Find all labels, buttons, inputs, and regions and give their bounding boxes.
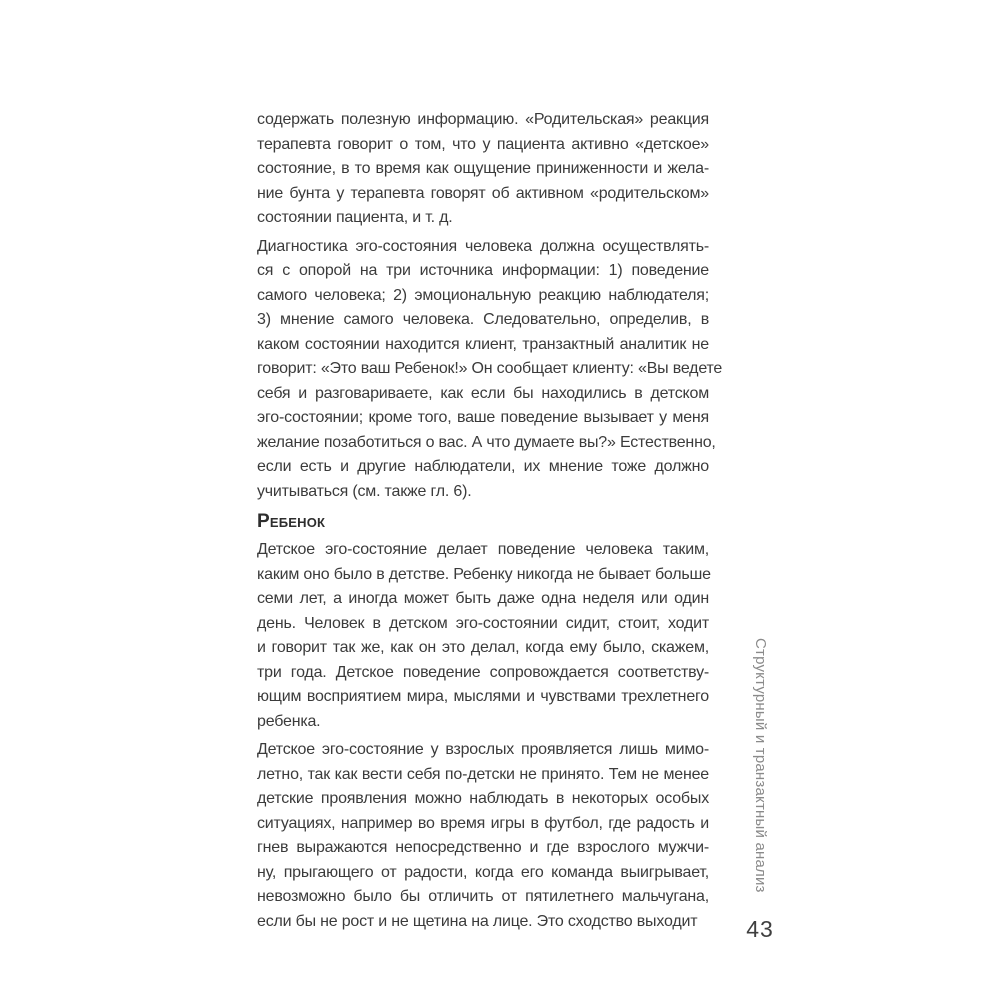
text-line: невозможно было бы отличить от пятилетнего мальчугана, <box>257 888 709 905</box>
text-line: учитываться (см. также гл. 6). <box>257 482 472 500</box>
text-line: Детское эго-состояние делает поведение человека таким, <box>257 541 709 558</box>
text-line: терапевта говорит о том, что у пациента активно «детское» <box>257 135 709 153</box>
text-column <box>257 108 723 934</box>
paragraph <box>257 108 709 231</box>
text-line: гнев выражаются непосредственно и где взрослого мужчи- <box>257 839 709 856</box>
text-line: себя и разговариваете, как если бы находились в детском <box>257 384 709 402</box>
page-number: 43 <box>746 916 774 942</box>
text-line: детские проявления можно наблюдать в некоторых особых <box>257 790 709 807</box>
text-line: ситуациях, например во время игры в футбол, где радость и <box>257 814 709 832</box>
text-line: желание позаботиться о вас. А что думаете вы?» Естественно, <box>257 433 716 451</box>
text-line: ющим восприятием мира, мыслями и чувствами трехлетнего <box>257 688 709 705</box>
paragraph <box>257 538 709 734</box>
text-line: состоянии пациента, и т. д. <box>257 209 453 226</box>
text-line: эго-состоянии; кроме того, ваше поведение вызывает у меня <box>257 409 709 426</box>
paragraph <box>257 235 723 505</box>
text-line: ся с опорой на три источника информации: 1) поведение <box>257 262 709 279</box>
text-line: содержать полезную информацию. «Родительская» реакция <box>257 111 709 128</box>
text-line: самого человека; 2) эмоциональную реакцию наблюдателя; <box>257 286 709 304</box>
text-line: ребенка. <box>257 712 321 730</box>
text-line: ние бунта у терапевта говорят об активном «родительском» <box>257 184 709 202</box>
section-heading: Ребенок <box>257 511 326 532</box>
text-line: состояние, в то время как ощущение приниженности и жела- <box>257 160 709 177</box>
text-line: Детское эго-состояние у взрослых проявляется лишь мимо- <box>257 741 709 758</box>
text-line: день. Человек в детском эго-состоянии сидит, стоит, ходит <box>257 614 709 632</box>
text-line: три года. Детское поведение сопровождается соответству- <box>257 663 709 681</box>
text-line: ну, прыгающего от радости, когда его команда выигрывает, <box>257 863 709 881</box>
text-line: и говорит так же, как он это делал, когда ему было, скажем, <box>257 639 709 656</box>
text-line: летно, так как вести себя по-детски не принято. Тем не менее <box>257 765 709 783</box>
chapter-side-caption: Структурный и транзактный анализ <box>752 638 769 893</box>
text-line: говорит: «Это ваш Ребенок!» Он сообщает клиенту: «Вы ведете <box>257 360 723 377</box>
paragraph <box>257 738 709 934</box>
text-line: каким оно было в детстве. Ребенку никогда не бывает больше <box>257 565 711 583</box>
text-line: 3) мнение самого человека. Следовательно, определив, в <box>257 311 709 328</box>
text-line: если есть и другие наблюдатели, их мнение тоже должно <box>257 458 709 475</box>
text-line: Диагностика эго-состояния человека должна осуществлять- <box>257 237 709 255</box>
text-line: каком состоянии находится клиент, транзактный аналитик не <box>257 335 709 353</box>
text-line: семи лет, а иногда может быть даже одна неделя или один <box>257 590 709 607</box>
text-line: если бы не рост и не щетина на лице. Это сходство выходит <box>257 912 698 930</box>
